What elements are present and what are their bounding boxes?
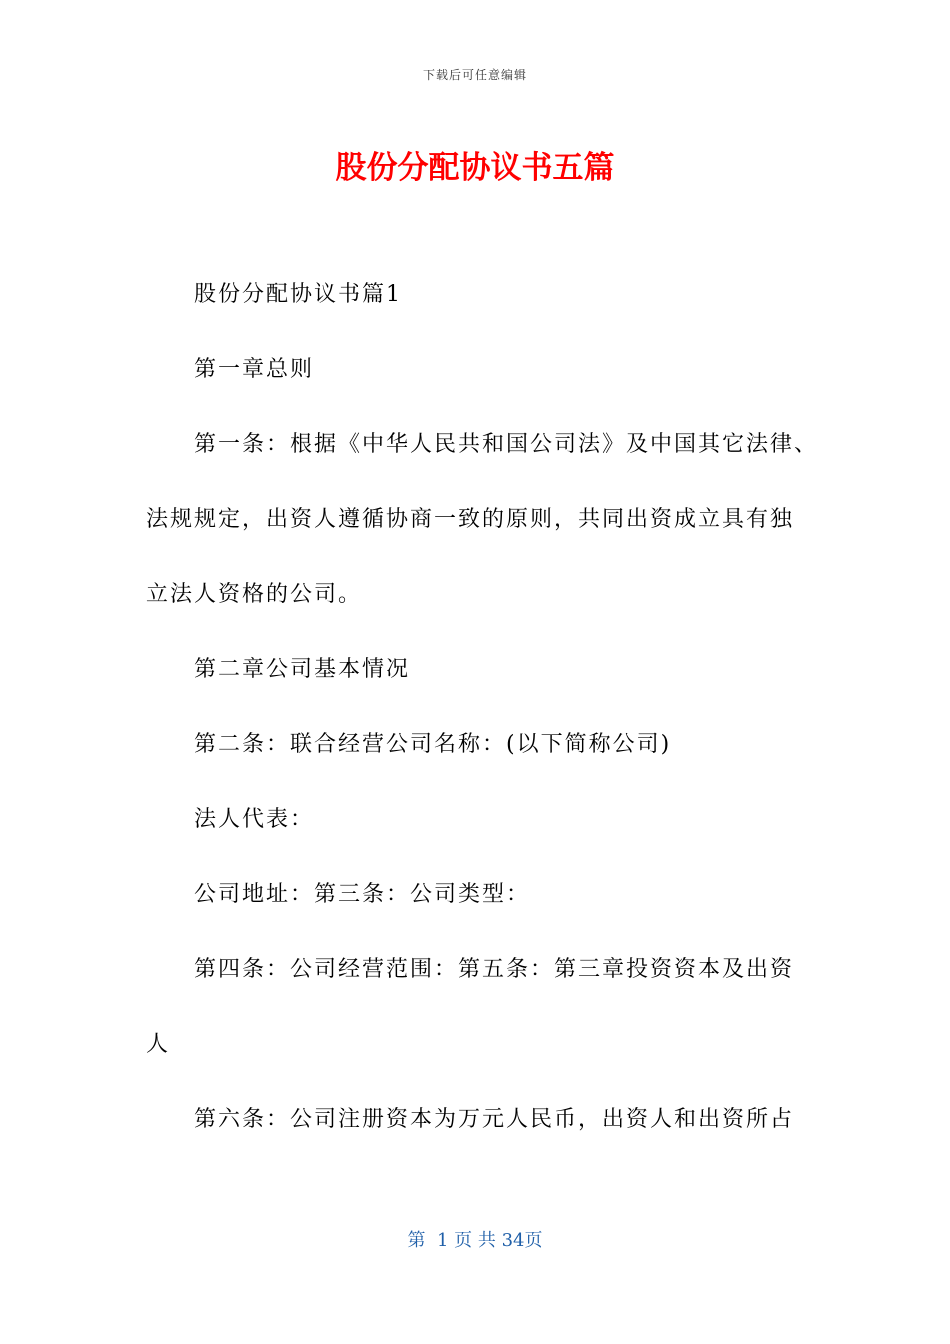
paragraph-line: 立法人资格的公司。 xyxy=(146,582,363,607)
paragraph-line: 第一条：根据《中华人民共和国公司法》及中国其它法律、 xyxy=(194,432,819,457)
paragraph-line: 第四条：公司经营范围：第五条：第三章投资资本及出资 xyxy=(194,957,795,982)
page-number: 第 1 页 共 34页 xyxy=(407,1230,543,1251)
header-note: 下载后可任意编辑 xyxy=(422,68,527,82)
paragraph-line: 第二条：联合经营公司名称：(以下简称公司) xyxy=(194,732,672,757)
paragraph-line: 法人代表： xyxy=(194,807,315,832)
chapter-heading: 第一章总则 xyxy=(194,357,315,382)
paragraph-line: 公司地址：第三条：公司类型： xyxy=(194,882,531,907)
document-title: 股份分配协议书五篇 xyxy=(335,150,615,186)
section-heading: 股份分配协议书篇1 xyxy=(194,282,402,307)
paragraph-line: 人 xyxy=(146,1032,171,1057)
paragraph-line: 法规规定，出资人遵循协商一致的原则，共同出资成立具有独 xyxy=(146,507,795,532)
chapter-heading: 第二章公司基本情况 xyxy=(194,657,411,682)
document-body xyxy=(146,270,819,1170)
paragraph-line: 第六条：公司注册资本为万元人民币，出资人和出资所占 xyxy=(194,1107,795,1132)
